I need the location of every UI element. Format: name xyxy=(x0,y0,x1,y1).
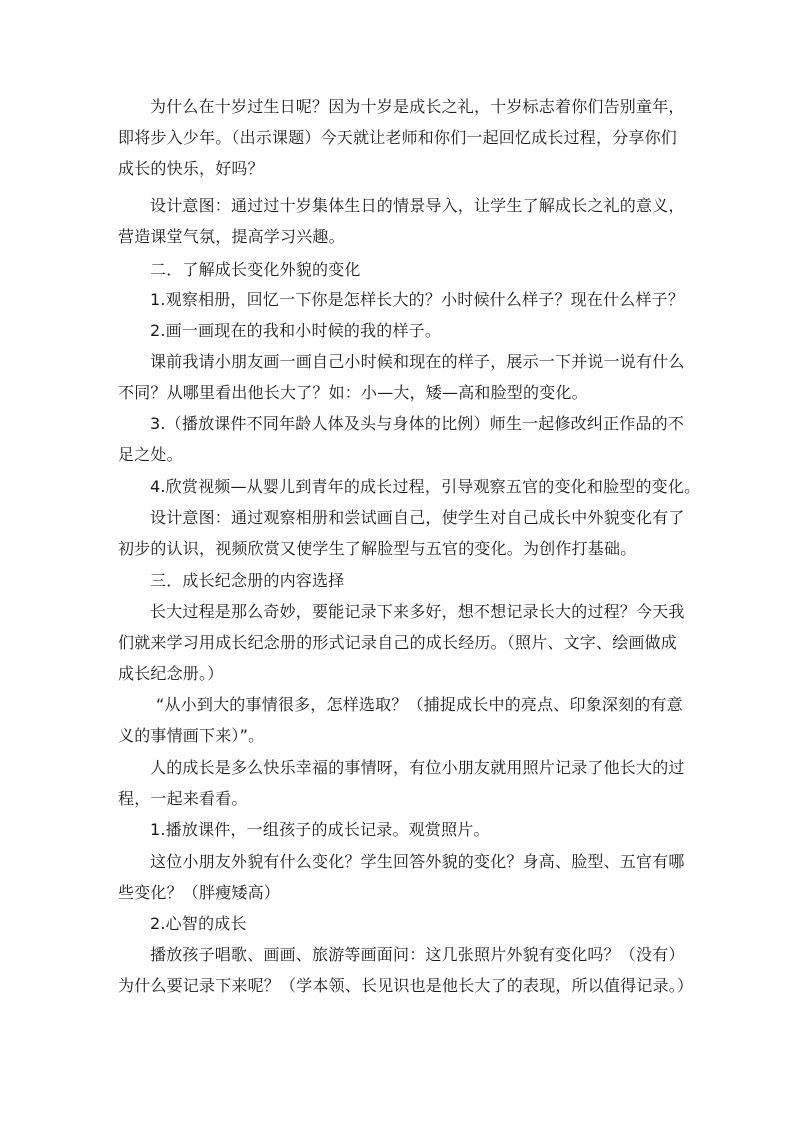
list-item: 2.心智的成长 xyxy=(150,914,247,933)
paragraph-line: 长大过程是那么奇妙，要能记录下来多好，想不想记录长大的过程？今天我 xyxy=(150,602,685,621)
paragraph-line: 即将步入少年。（出示课题）今天就让老师和你们一起回忆成长过程，分享你们 xyxy=(118,128,678,147)
paragraph-line: 成长的快乐，好吗？ xyxy=(118,159,264,178)
paragraph-line: 不同？从哪里看出他长大了？如：小—大，矮—高和脸型的变化。 xyxy=(118,383,588,402)
paragraph-line: 设计意图：通过观察相册和尝试画自己，使学生对自己成长中外貌变化有了 xyxy=(150,508,685,527)
paragraph-line: 人的成长是多么快乐幸福的事情呀，有位小朋友就用照片记录了他长大的过 xyxy=(150,758,685,777)
paragraph-line: 营造课堂气氛，提高学习兴趣。 xyxy=(118,227,345,246)
paragraph-line: 些变化？（胖瘦矮高） xyxy=(118,883,281,902)
paragraph-line: 播放孩子唱歌、画画、旅游等画面问：这几张照片外貌有变化吗？（没有） xyxy=(150,945,685,964)
paragraph-line: 为什么在十岁过生日呢？因为十岁是成长之礼，十岁标志着你们告别童年， xyxy=(150,97,685,116)
paragraph-line: 课前我请小朋友画一画自己小时候和现在的样子，展示一下并说一说有什么 xyxy=(150,352,685,371)
paragraph-line: 成长纪念册。） xyxy=(118,664,224,683)
paragraph-line: 这位小朋友外貌有什么变化？学生回答外貌的变化？身高、脸型、五官有哪 xyxy=(150,852,685,871)
paragraph-line: 程，一起来看看。 xyxy=(118,789,248,808)
paragraph-line: 义的事情画下来）”。 xyxy=(118,726,265,745)
list-item: 4.欣赏视频—从婴儿到青年的成长过程，引导观察五官的变化和脸型的变化。 xyxy=(150,477,701,496)
paragraph-line: 为什么要记录下来呢？（学本领、长见识也是他长大了的表现，所以值得记录。） xyxy=(118,976,694,995)
section-heading: 三．成长纪念册的内容选择 xyxy=(150,571,345,590)
list-item: 2.画一画现在的我和小时候的我的样子。 xyxy=(150,321,442,340)
section-heading: 二．了解成长变化外貌的变化 xyxy=(150,260,361,279)
list-item: 1.观察相册，回忆一下你是怎样长大的？小时候什么样子？现在什么样子？ xyxy=(150,290,685,309)
paragraph-line: “从小到大的事情很多，怎样选取？（捕捉成长中的亮点、印象深刻的有意 xyxy=(156,695,683,714)
list-item: 足之处。 xyxy=(118,445,183,464)
paragraph-line: 设计意图：通过过十岁集体生日的情景导入，让学生了解成长之礼的意义， xyxy=(150,196,685,215)
paragraph-line: 们就来学习用成长纪念册的形式记录自己的成长经历。（照片、文字、绘画做成 xyxy=(118,633,678,652)
list-item: 3.（播放课件不同年龄人体及头与身体的比例）师生一起修改纠正作品的不 xyxy=(150,414,685,433)
list-item: 1.播放课件，一组孩子的成长记录。观赏照片。 xyxy=(150,820,490,839)
paragraph-line: 初步的认识，视频欣赏又使学生了解脸型与五官的变化。为创作打基础。 xyxy=(118,539,637,558)
